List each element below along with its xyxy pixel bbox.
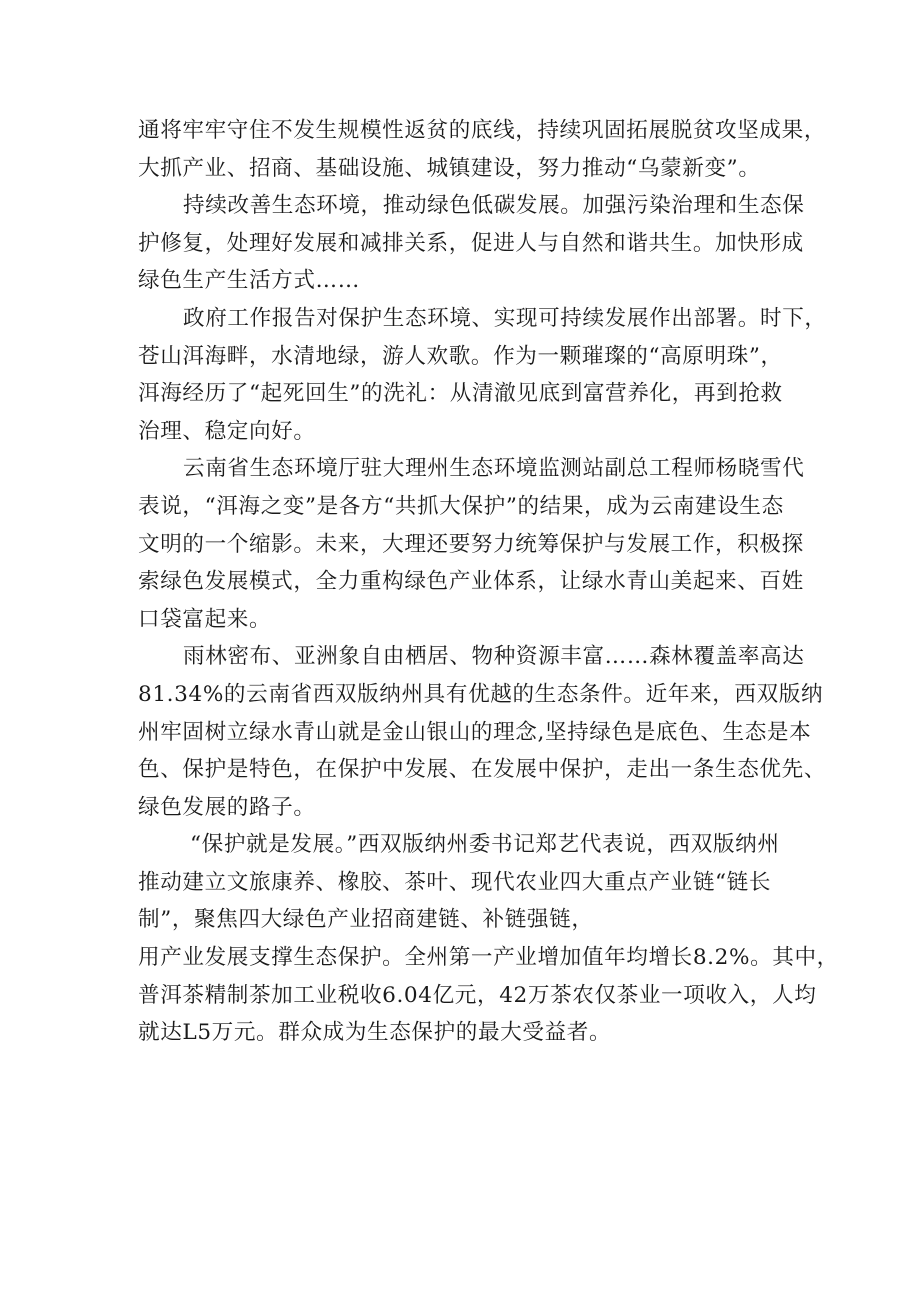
article-body [138,112,839,1052]
paragraph-line: 政府工作报告对保护生态环境、实现可持续发展作出部署。时下， [183,305,827,331]
paragraph-line: 表说，“洱海之变”是各方“共抓大保护”的结果，成为云南建设生态 [138,493,784,519]
paragraph-3 [138,300,827,450]
paragraph-line: 州牢固树立绿水青山就是金山银山的理念,坚持绿色是底色、生态是本 [138,719,812,745]
paragraph-5 [138,638,827,826]
paragraph-line: 雨林密布、亚洲象自由栖居、物种资源丰富……森林覆盖率高达 [183,644,805,670]
paragraph-line: 通将牢牢守住不发生规模性返贫的底线，持续巩固拓展脱贫攻坚成果， [138,118,827,143]
paragraph-line: 洱海经历了“起死回生”的洗礼：从清澈见底到富营养化，再到抢救 [138,381,783,407]
paragraph-line: 文明的一个缩影。未来，大理还要努力统筹保护与发展工作，积极探 [138,531,804,557]
paragraph-line: 口袋富起来。 [138,606,272,632]
paragraph-line: 护修复，处理好发展和减排关系，促进人与自然和谐共生。加快形成 [138,230,804,256]
paragraph-line: 绿色发展的路子。 [138,794,316,820]
paragraph-line: 云南省生态环境厅驻大理州生态环境监测站副总工程师杨晓雪代 [183,456,805,482]
paragraph-line: 推动建立文旅康养、橡胶、茶叶、现代农业四大重点产业链“链长 [138,869,772,895]
paragraph-4 [138,450,810,638]
paragraph-line: 就达L5万元。群众成为生态保护的最大受益者。 [138,1020,612,1046]
paragraph-line: 色、保护是特色，在保护中发展、在发展中保护，走出一条生态优先、 [138,757,827,783]
paragraph-line: 普洱茶精制茶加工业税收6.04亿元，42万茶农仅茶业一项收入，人均 [138,982,817,1008]
paragraph-line: 81.34%的云南省西双版纳州具有优越的生态条件。近年来，西双版纳 [138,681,824,707]
paragraph-line: 用产业发展支撑生态保护。全州第一产业增加值年均增长8.2%。其中， [138,945,839,971]
paragraph-line: 治理、稳定向好。 [138,418,316,444]
paragraph-line: 制”，聚焦四大绿色产业招商建链、补链强链， [138,907,594,933]
paragraph-1 [138,112,827,187]
paragraph-line: 苍山洱海畔，水清地绿，游人欢歌。作为一颗璀璨的“高原明珠”， [138,343,783,369]
paragraph-line: “保护就是发展。”西双版纳州委书记郑艺代表说，西双版纳州 [190,832,780,858]
paragraph-line: 绿色生产生活方式…… [138,268,360,294]
paragraph-2 [138,187,810,300]
paragraph-line: 持续改善生态环境，推动绿色低碳发展。加强污染治理和生态保 [183,193,805,219]
paragraph-line: 索绿色发展模式，全力重构绿色产业体系，让绿水青山美起来、百姓 [138,569,804,595]
paragraph-line: 大抓产业、招商、基础设施、城镇建设，努力推动“乌蒙新变”。 [138,155,761,181]
paragraph-6 [138,826,839,1052]
